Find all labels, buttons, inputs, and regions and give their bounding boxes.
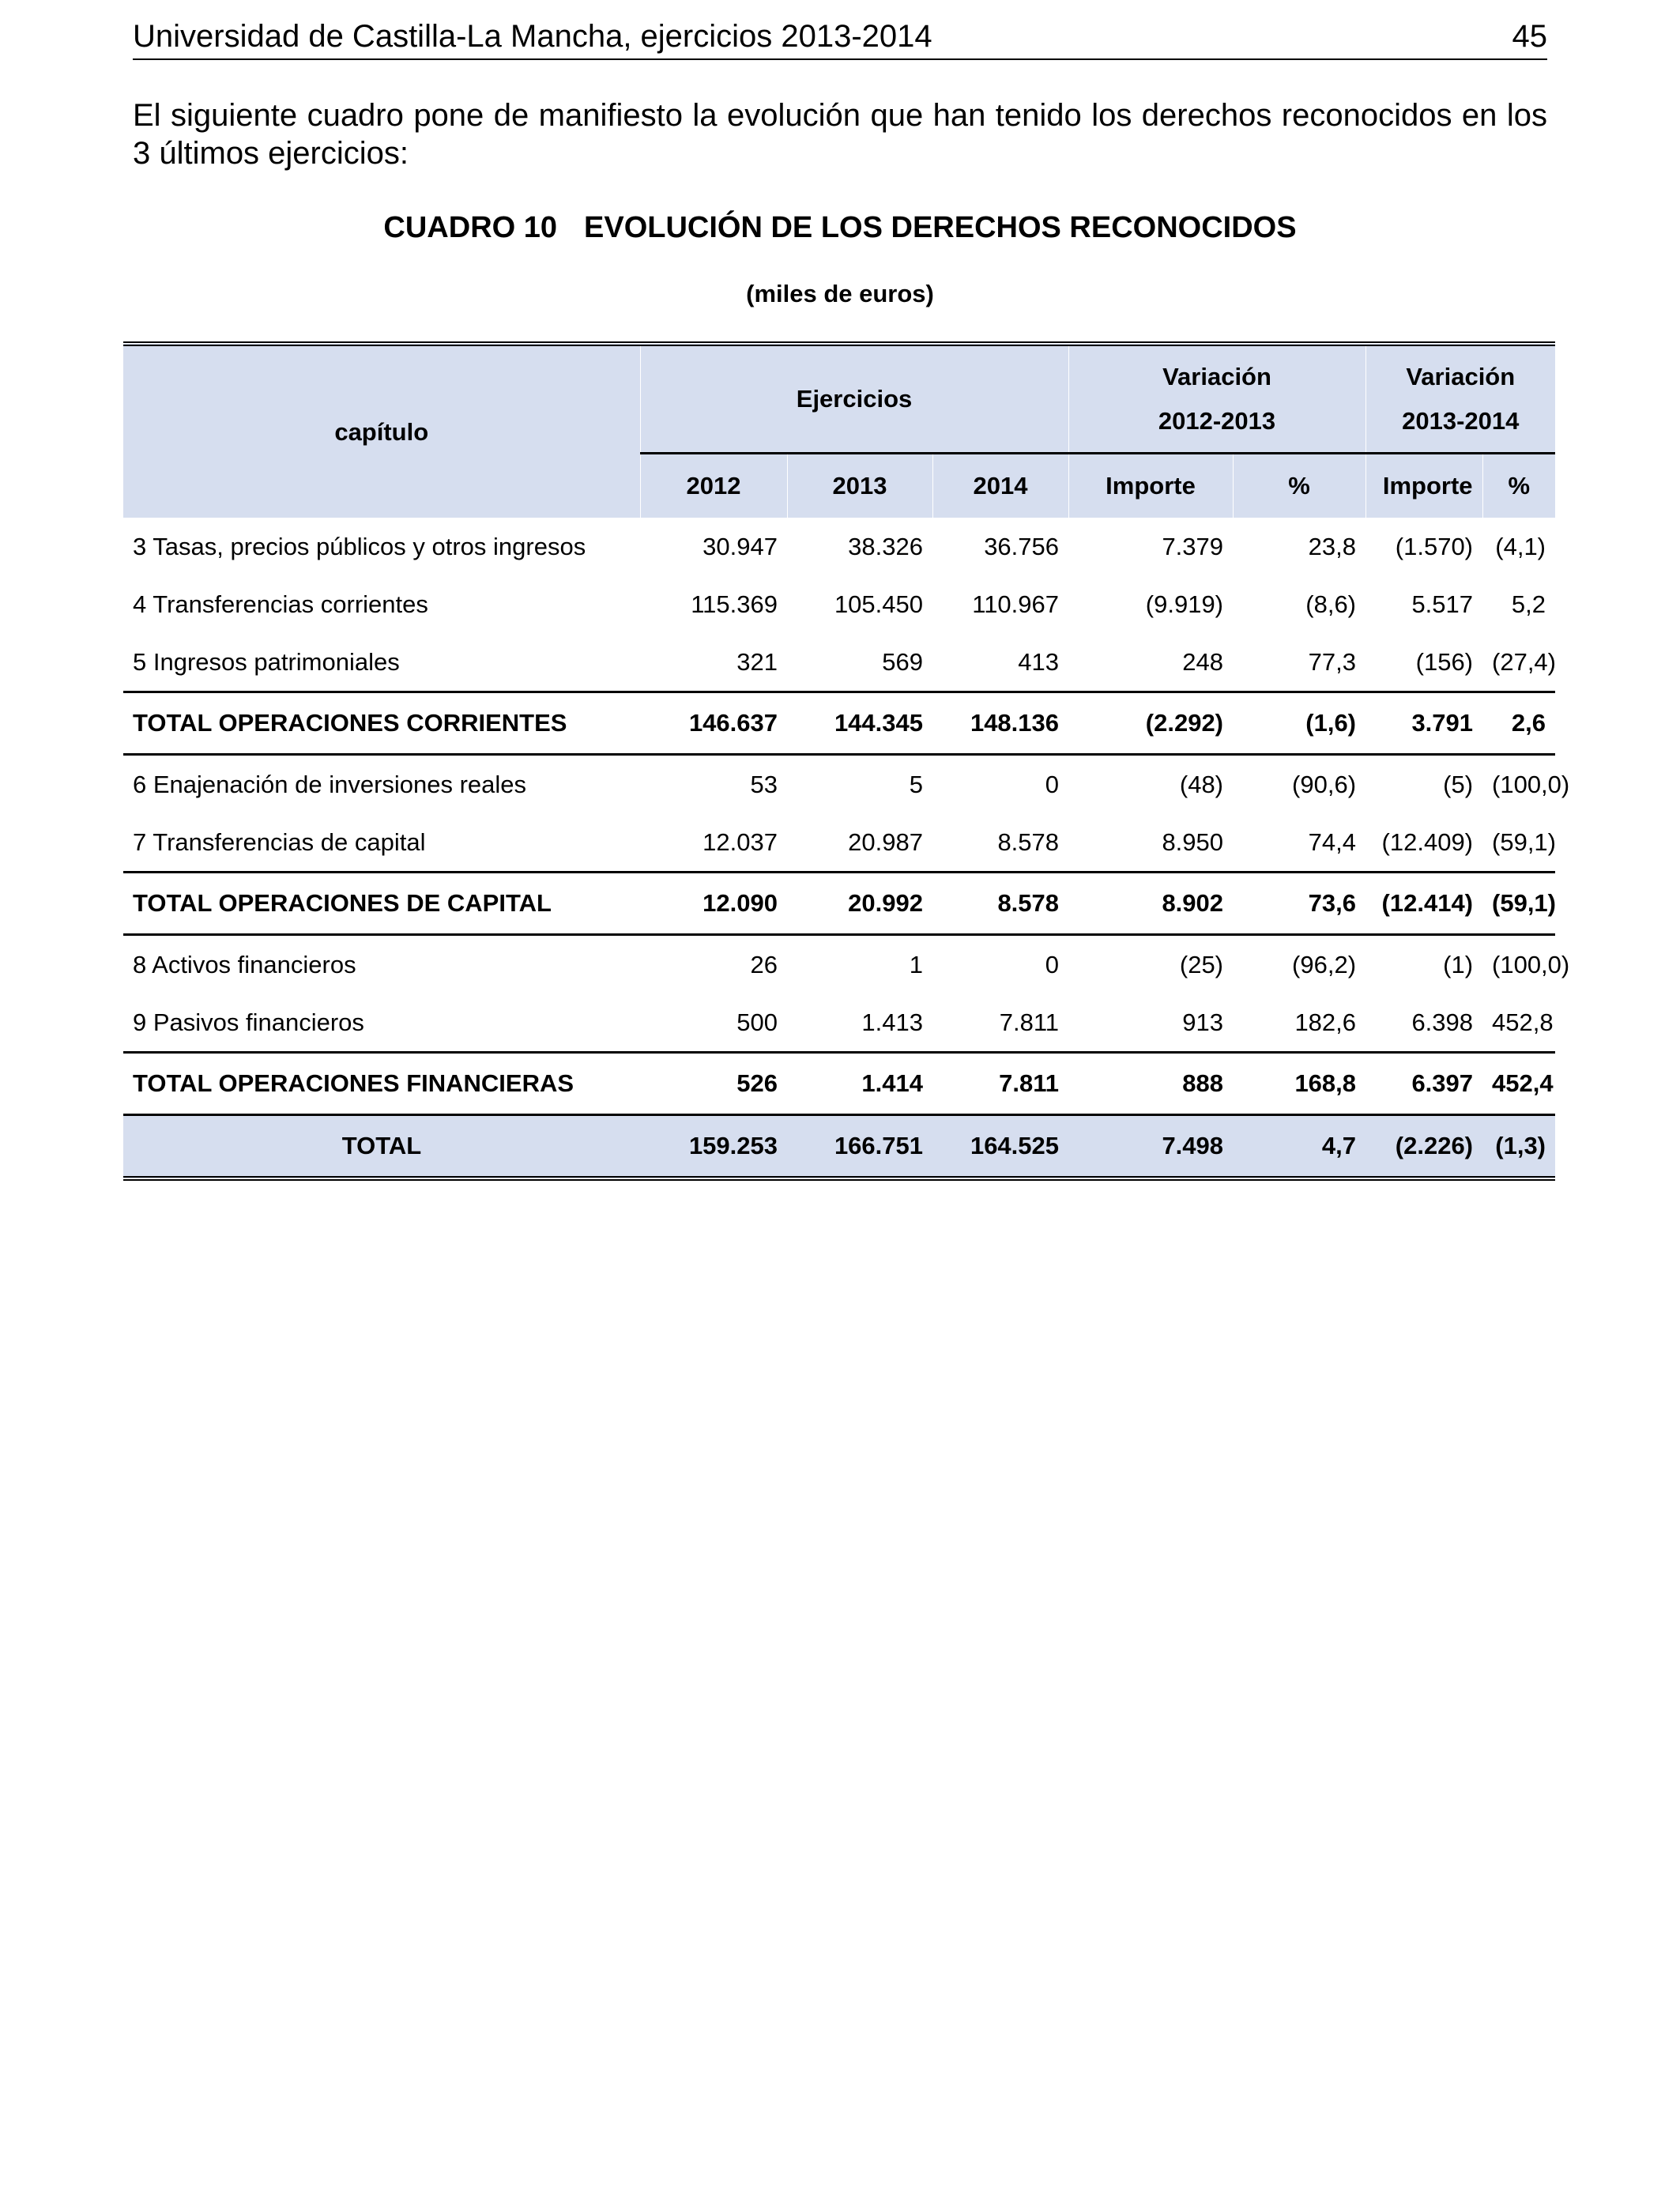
cell-importe-2: (5) bbox=[1443, 770, 1474, 798]
cell-y2013: 38.326 bbox=[848, 532, 923, 560]
cell-pct-1: 168,8 bbox=[1233, 1053, 1365, 1115]
table-row bbox=[123, 813, 1555, 873]
row-label: 5 Ingresos patrimoniales bbox=[133, 647, 400, 676]
table-number: CUADRO 10 bbox=[383, 211, 558, 244]
cell-pct-2: 452,4 bbox=[1482, 1053, 1555, 1115]
cell-y2014: 0 bbox=[1045, 770, 1060, 798]
cell-importe-1: (48) bbox=[1179, 770, 1224, 798]
col-variacion-2012-2013 bbox=[1068, 344, 1365, 454]
cell-pct-2: 452,8 bbox=[1492, 1008, 1554, 1036]
cell-y2012: 526 bbox=[640, 1053, 787, 1115]
col-variacion-period: 2013-2014 bbox=[1402, 407, 1520, 435]
subtotal-row bbox=[123, 1053, 1555, 1115]
cell-pct-1: (1,6) bbox=[1233, 692, 1365, 755]
col-variacion-period: 2012-2013 bbox=[1158, 407, 1276, 435]
cell-pct-1: (8,6) bbox=[1305, 590, 1357, 618]
cell-y2013: 20.987 bbox=[848, 827, 923, 856]
cell-y2014: 8.578 bbox=[997, 827, 1060, 856]
cell-importe-2: (12.409) bbox=[1381, 827, 1474, 856]
cell-y2014: 7.811 bbox=[999, 1008, 1060, 1036]
row-label: 3 Tasas, precios públicos y otros ingresos bbox=[133, 532, 586, 560]
header-row-1 bbox=[123, 344, 1555, 454]
cell-importe-2: (12.414) bbox=[1365, 873, 1482, 935]
table-row bbox=[123, 575, 1555, 633]
cell-y2014: 164.525 bbox=[932, 1115, 1068, 1179]
cell-pct-1: 4,7 bbox=[1233, 1115, 1365, 1179]
subtotal-row bbox=[123, 873, 1555, 935]
row-label: TOTAL OPERACIONES FINANCIERAS bbox=[123, 1053, 640, 1115]
table-row bbox=[123, 755, 1555, 814]
cell-importe-1: (2.292) bbox=[1068, 692, 1233, 755]
cell-y2014: 148.136 bbox=[932, 692, 1068, 755]
cell-y2012: 53 bbox=[750, 770, 778, 798]
col-ejercicios: Ejercicios bbox=[640, 344, 1068, 454]
cell-pct-2: (27,4) bbox=[1492, 647, 1556, 676]
cell-importe-1: 7.379 bbox=[1162, 532, 1224, 560]
row-label: TOTAL OPERACIONES DE CAPITAL bbox=[123, 873, 640, 935]
page-number: 45 bbox=[1512, 19, 1547, 54]
cell-y2012: 26 bbox=[750, 950, 778, 978]
cell-pct-2: 5,2 bbox=[1511, 590, 1546, 618]
cell-y2012: 321 bbox=[736, 647, 778, 676]
cell-y2013: 1.413 bbox=[861, 1008, 923, 1036]
col-2012: 2012 bbox=[640, 454, 787, 518]
col-importe-2: Importe bbox=[1365, 454, 1482, 518]
cell-y2013: 20.992 bbox=[787, 873, 932, 935]
cell-y2013: 1 bbox=[909, 950, 923, 978]
cell-importe-1: 8.902 bbox=[1068, 873, 1233, 935]
cell-y2014: 0 bbox=[1045, 950, 1060, 978]
cell-pct-1: 74,4 bbox=[1308, 827, 1357, 856]
table-title bbox=[133, 204, 1547, 251]
cell-y2012: 159.253 bbox=[640, 1115, 787, 1179]
cell-importe-1: 8.950 bbox=[1162, 827, 1224, 856]
subtotal-row bbox=[123, 692, 1555, 755]
cell-importe-2: 3.791 bbox=[1365, 692, 1482, 755]
cell-importe-2: (1) bbox=[1443, 950, 1474, 978]
col-variacion-2013-2014 bbox=[1365, 344, 1555, 454]
cell-y2014: 7.811 bbox=[932, 1053, 1068, 1115]
units-note: (miles de euros) bbox=[746, 280, 934, 307]
cell-importe-2: (2.226) bbox=[1365, 1115, 1482, 1179]
cell-pct-2: (4,1) bbox=[1495, 532, 1546, 560]
row-label: 7 Transferencias de capital bbox=[133, 827, 426, 856]
cell-pct-1: 73,6 bbox=[1233, 873, 1365, 935]
col-variacion-label: Variación bbox=[1162, 363, 1271, 390]
table-body bbox=[123, 518, 1570, 1178]
cell-pct-2: (59,1) bbox=[1482, 873, 1555, 935]
row-label: 4 Transferencias corrientes bbox=[133, 590, 428, 618]
cell-pct-2: (100,0) bbox=[1492, 770, 1570, 798]
cell-y2012: 12.090 bbox=[640, 873, 787, 935]
cell-y2012: 115.369 bbox=[691, 590, 778, 618]
cell-pct-2: (1,3) bbox=[1482, 1115, 1555, 1179]
cell-y2013: 166.751 bbox=[787, 1115, 932, 1179]
col-capitulo: capítulo bbox=[123, 344, 640, 518]
cell-importe-2: 6.398 bbox=[1411, 1008, 1474, 1036]
cell-pct-2: 2,6 bbox=[1482, 692, 1555, 755]
cell-y2012: 30.947 bbox=[703, 532, 778, 560]
col-2014: 2014 bbox=[932, 454, 1068, 518]
cell-importe-2: (156) bbox=[1415, 647, 1474, 676]
table-caption: EVOLUCIÓN DE LOS DERECHOS RECONOCIDOS bbox=[584, 211, 1297, 244]
cell-y2014: 8.578 bbox=[932, 873, 1068, 935]
col-2013: 2013 bbox=[787, 454, 932, 518]
cell-importe-2: 5.517 bbox=[1411, 590, 1474, 618]
cell-y2012: 146.637 bbox=[640, 692, 787, 755]
cell-pct-2: (59,1) bbox=[1492, 827, 1556, 856]
table-row bbox=[123, 518, 1555, 575]
cell-importe-1: 248 bbox=[1182, 647, 1224, 676]
row-label: 9 Pasivos financieros bbox=[133, 1008, 364, 1036]
cell-y2014: 36.756 bbox=[984, 532, 1060, 560]
intro-paragraph: El siguiente cuadro pone de manifiesto la evolución que han tenido los derechos reconocidos en los 3 últimos ejercicios: bbox=[133, 98, 1547, 171]
row-label: TOTAL bbox=[123, 1115, 640, 1179]
table-row bbox=[123, 993, 1555, 1053]
derechos-table bbox=[123, 341, 1570, 1181]
cell-y2014: 413 bbox=[1018, 647, 1060, 676]
cell-importe-1: (25) bbox=[1179, 950, 1224, 978]
col-pct-1: % bbox=[1233, 454, 1365, 518]
table-row bbox=[123, 935, 1555, 994]
row-label: 6 Enajenación de inversiones reales bbox=[133, 770, 527, 798]
cell-pct-1: 77,3 bbox=[1308, 647, 1357, 676]
row-label: TOTAL OPERACIONES CORRIENTES bbox=[123, 692, 640, 755]
cell-importe-1: 888 bbox=[1068, 1053, 1233, 1115]
cell-y2013: 1.414 bbox=[787, 1053, 932, 1115]
cell-pct-1: (90,6) bbox=[1292, 770, 1357, 798]
document-title: Universidad de Castilla-La Mancha, ejercicios 2013-2014 bbox=[133, 19, 932, 54]
cell-importe-2: (1.570) bbox=[1395, 532, 1474, 560]
cell-pct-1: (96,2) bbox=[1292, 950, 1357, 978]
cell-y2014: 110.967 bbox=[972, 590, 1060, 618]
cell-importe-1: 7.498 bbox=[1068, 1115, 1233, 1179]
cell-y2013: 105.450 bbox=[834, 590, 923, 618]
cell-y2012: 12.037 bbox=[703, 827, 778, 856]
grand-total-row bbox=[123, 1115, 1555, 1179]
cell-y2013: 144.345 bbox=[787, 692, 932, 755]
col-variacion-label: Variación bbox=[1406, 363, 1516, 390]
cell-importe-1: 913 bbox=[1182, 1008, 1224, 1036]
cell-importe-1: (9.919) bbox=[1145, 590, 1224, 618]
row-label: 8 Activos financieros bbox=[133, 950, 356, 978]
cell-importe-2: 6.397 bbox=[1365, 1053, 1482, 1115]
cell-y2013: 569 bbox=[882, 647, 923, 676]
col-pct-2: % bbox=[1482, 454, 1555, 518]
cell-y2012: 500 bbox=[736, 1008, 778, 1036]
col-importe-1: Importe bbox=[1068, 454, 1233, 518]
cell-y2013: 5 bbox=[909, 770, 923, 798]
cell-pct-1: 182,6 bbox=[1294, 1008, 1357, 1036]
cell-pct-2: (100,0) bbox=[1492, 950, 1570, 978]
cell-pct-1: 23,8 bbox=[1308, 532, 1357, 560]
table-row bbox=[123, 633, 1555, 692]
page-header bbox=[133, 16, 1547, 60]
